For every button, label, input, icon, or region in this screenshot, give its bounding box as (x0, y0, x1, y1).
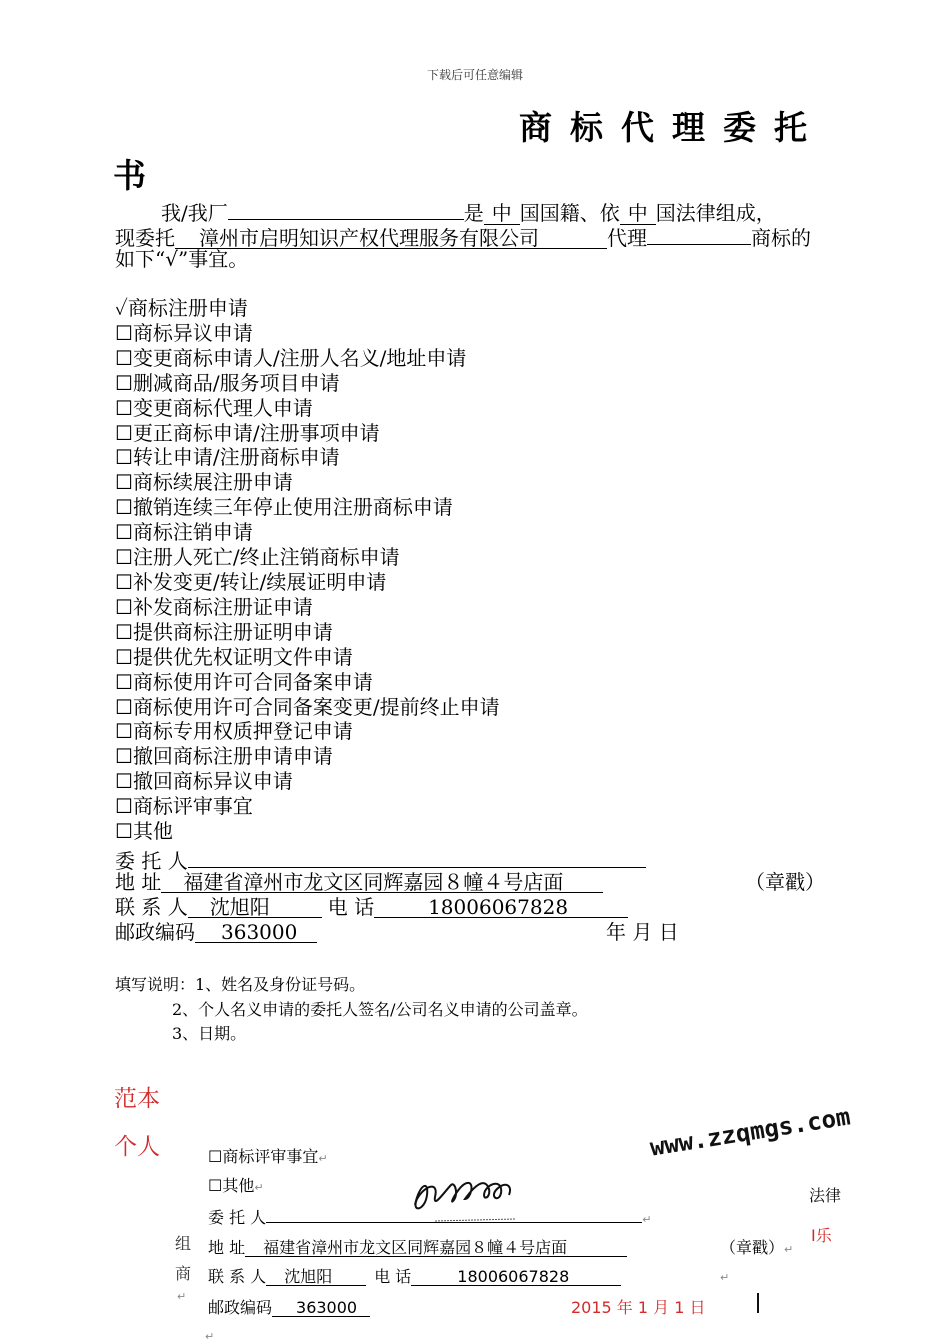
intro-text: 现委托 (115, 226, 175, 250)
application-item-label: 删减商品/服务项目申请 (132, 370, 340, 395)
notes-line-3: 3、日期。 (172, 1024, 247, 1043)
application-item-label: 商标续展注册申请 (132, 470, 293, 495)
website-watermark: www.zzqmgs.com (648, 1102, 853, 1162)
contact-row (115, 895, 628, 920)
application-item-label: 补发变更/转让/续展证明申请 (132, 569, 387, 594)
application-item-label: 商标异议申请 (132, 320, 253, 345)
return-mark-icon: ↵ (254, 1181, 264, 1194)
application-item-label: 更正商标申请/注册事项申请 (132, 420, 380, 445)
application-item (115, 346, 500, 371)
application-item (115, 620, 500, 645)
return-mark-icon: ↵ (642, 1213, 652, 1226)
application-item (115, 595, 500, 620)
intro-text: 商标的 (751, 226, 811, 250)
check-mark-icon: ✓ (115, 296, 128, 320)
application-item (115, 769, 500, 794)
sample-personal-label: 个人 (114, 1134, 160, 1160)
text-cursor (757, 1293, 759, 1313)
application-item-label: 商标使用许可合同备案变更/提前终止申请 (132, 694, 500, 719)
checkbox-icon: ☐ (115, 619, 133, 644)
checkbox-icon: ☐ (115, 694, 133, 719)
sample-side-char: 组 (175, 1234, 192, 1253)
intro-text: 国法律组成， (655, 201, 776, 225)
application-item (115, 321, 500, 346)
checkbox-icon: ☐ (115, 594, 133, 619)
law-country-value: 中 (620, 202, 656, 225)
document-title-continued: 书 (113, 156, 146, 195)
sample-phone-value: 18006067828 (411, 1268, 621, 1286)
nationality-value: 中 (484, 202, 520, 225)
checkbox-icon: ☐ (115, 669, 133, 694)
application-item-label: 撤销连续三年停止使用注册商标申请 (132, 495, 453, 520)
contact-value: 沈旭阳 (188, 896, 322, 918)
checkbox-icon: ☐ (115, 345, 133, 370)
sample-client-label: 委 托 人 (208, 1208, 267, 1227)
application-item (115, 719, 500, 744)
client-blank (188, 845, 646, 868)
checkbox-icon: ☐ (115, 520, 133, 545)
application-item (115, 645, 500, 670)
application-item-label: 提供优先权证明文件申请 (132, 644, 353, 669)
checkbox-icon: ☐ (115, 644, 133, 669)
header-note: 下载后可任意编辑 (426, 68, 523, 82)
document-title: 商标代理委托 (519, 108, 825, 147)
application-item-label: 商标注册申请 (127, 296, 248, 320)
application-item-label: 商标注销申请 (132, 520, 253, 545)
application-item (115, 545, 500, 570)
checkbox-icon: ☐ (115, 320, 133, 345)
sample-address-value: 福建省漳州市龙文区同辉嘉园８幢４号店面 (245, 1239, 627, 1257)
application-item-label: 商标专用权质押登记申请 (132, 719, 353, 744)
application-item-label: 注册人死亡/终止注销商标申请 (132, 545, 400, 570)
application-item (115, 794, 500, 819)
agent-name: 漳州市启明知识产权代理服务有限公司 (175, 227, 607, 249)
application-item (115, 520, 500, 545)
notes-line-2: 2、个人名义申请的委托人签名/公司名义申请的公司盖章。 (172, 1000, 588, 1019)
application-item-label: 其他 (132, 819, 173, 844)
sample-phone-label: 电 话 (374, 1267, 412, 1286)
checkbox-icon: ☐ (115, 370, 133, 395)
application-item (115, 296, 500, 321)
return-mark-icon: ↵ (205, 1330, 215, 1343)
application-item-label: 商标使用许可合同备案申请 (132, 669, 373, 694)
address-row (115, 870, 603, 895)
address-label: 地 址 (115, 870, 162, 894)
sample-item-other: ☐其他 (208, 1176, 255, 1195)
client-label: 委 托 人 (115, 849, 188, 873)
application-item-label: 提供商标注册证明申请 (132, 619, 333, 644)
postcode-value: 363000 (195, 921, 317, 943)
application-item (115, 470, 500, 495)
application-item (115, 695, 500, 720)
application-item-list (115, 296, 500, 844)
postcode-row (115, 920, 317, 945)
return-mark-icon: ↵ (784, 1243, 794, 1256)
application-item (115, 421, 500, 446)
application-item-label: 补发商标注册证申请 (132, 594, 313, 619)
date-line: 年 月 日 (606, 920, 679, 944)
sample-date: 2015 年 1 月 1 日 (571, 1298, 706, 1317)
checkbox-icon: ☐ (115, 819, 133, 844)
intro-text: 代理 (607, 226, 647, 250)
application-item (115, 495, 500, 520)
application-item-label: 撤回商标注册申请申请 (132, 744, 333, 769)
application-item (115, 445, 500, 470)
application-item (115, 819, 500, 844)
application-item-label: 变更商标代理人申请 (132, 395, 313, 420)
contact-label: 联 系 人 (115, 895, 188, 919)
application-item-label: 撤回商标异议申请 (132, 769, 293, 794)
checkbox-icon: ☐ (115, 744, 133, 769)
sample-item-review: ☐商标评审事宜 (208, 1147, 319, 1166)
client-name-blank (228, 197, 464, 220)
application-item (115, 570, 500, 595)
application-item-label: 变更商标申请人/注册人名义/地址申请 (132, 345, 467, 370)
application-item (115, 396, 500, 421)
return-mark-icon: ↵ (720, 1271, 730, 1284)
intro-text: 我/我厂 (161, 201, 228, 225)
intro-text: 国国籍、依 (519, 201, 620, 225)
application-item-label: 商标评审事宜 (132, 794, 253, 819)
checkbox-icon: ☐ (115, 545, 133, 570)
notes-line-1: 填写说明：1、姓名及身份证号码。 (115, 975, 366, 994)
checkbox-icon: ☐ (115, 445, 133, 470)
checkbox-icon: ☐ (115, 420, 133, 445)
return-mark-icon: ↵ (177, 1290, 187, 1303)
trademark-blank (647, 222, 751, 245)
sample-postcode-value: 363000 (272, 1299, 370, 1317)
sample-side-char: 法律 (809, 1186, 842, 1205)
sample-label: 范本 (114, 1086, 160, 1112)
checkbox-icon: ☐ (115, 569, 133, 594)
address-value: 福建省漳州市龙文区同辉嘉园８幢４号店面 (161, 871, 603, 893)
sample-seal-label: （章戳） (720, 1238, 785, 1257)
intro-text: 是 (463, 201, 484, 225)
sample-image (175, 1133, 875, 1344)
sample-contact-value: 沈旭阳 (266, 1268, 366, 1286)
application-item (115, 371, 500, 396)
application-item-label: 转让申请/注册商标申请 (132, 445, 340, 470)
sample-side-char: I乐 (811, 1226, 832, 1245)
checkbox-icon: ☐ (115, 769, 133, 794)
checkbox-icon: ☐ (115, 495, 133, 520)
checkbox-icon: ☐ (115, 794, 133, 819)
checkbox-icon: ☐ (115, 719, 133, 744)
sample-side-char: 商 (175, 1264, 192, 1283)
return-mark-icon: ↵ (318, 1152, 328, 1165)
postcode-label: 邮政编码 (115, 920, 195, 944)
phone-value: 18006067828 (374, 896, 628, 918)
sample-client-blank (266, 1204, 642, 1223)
phone-label: 电 话 (327, 895, 375, 919)
sample-postcode-label: 邮政编码 (208, 1298, 273, 1317)
sample-contact-label: 联 系 人 (208, 1267, 267, 1286)
seal-label: （章戳） (745, 870, 825, 894)
application-item (115, 744, 500, 769)
application-item (115, 670, 500, 695)
intro-line-3: 如下“√”事宜。 (115, 247, 249, 271)
sample-address-label: 地 址 (208, 1238, 246, 1257)
checkbox-icon: ☐ (115, 395, 133, 420)
checkbox-icon: ☐ (115, 470, 133, 495)
